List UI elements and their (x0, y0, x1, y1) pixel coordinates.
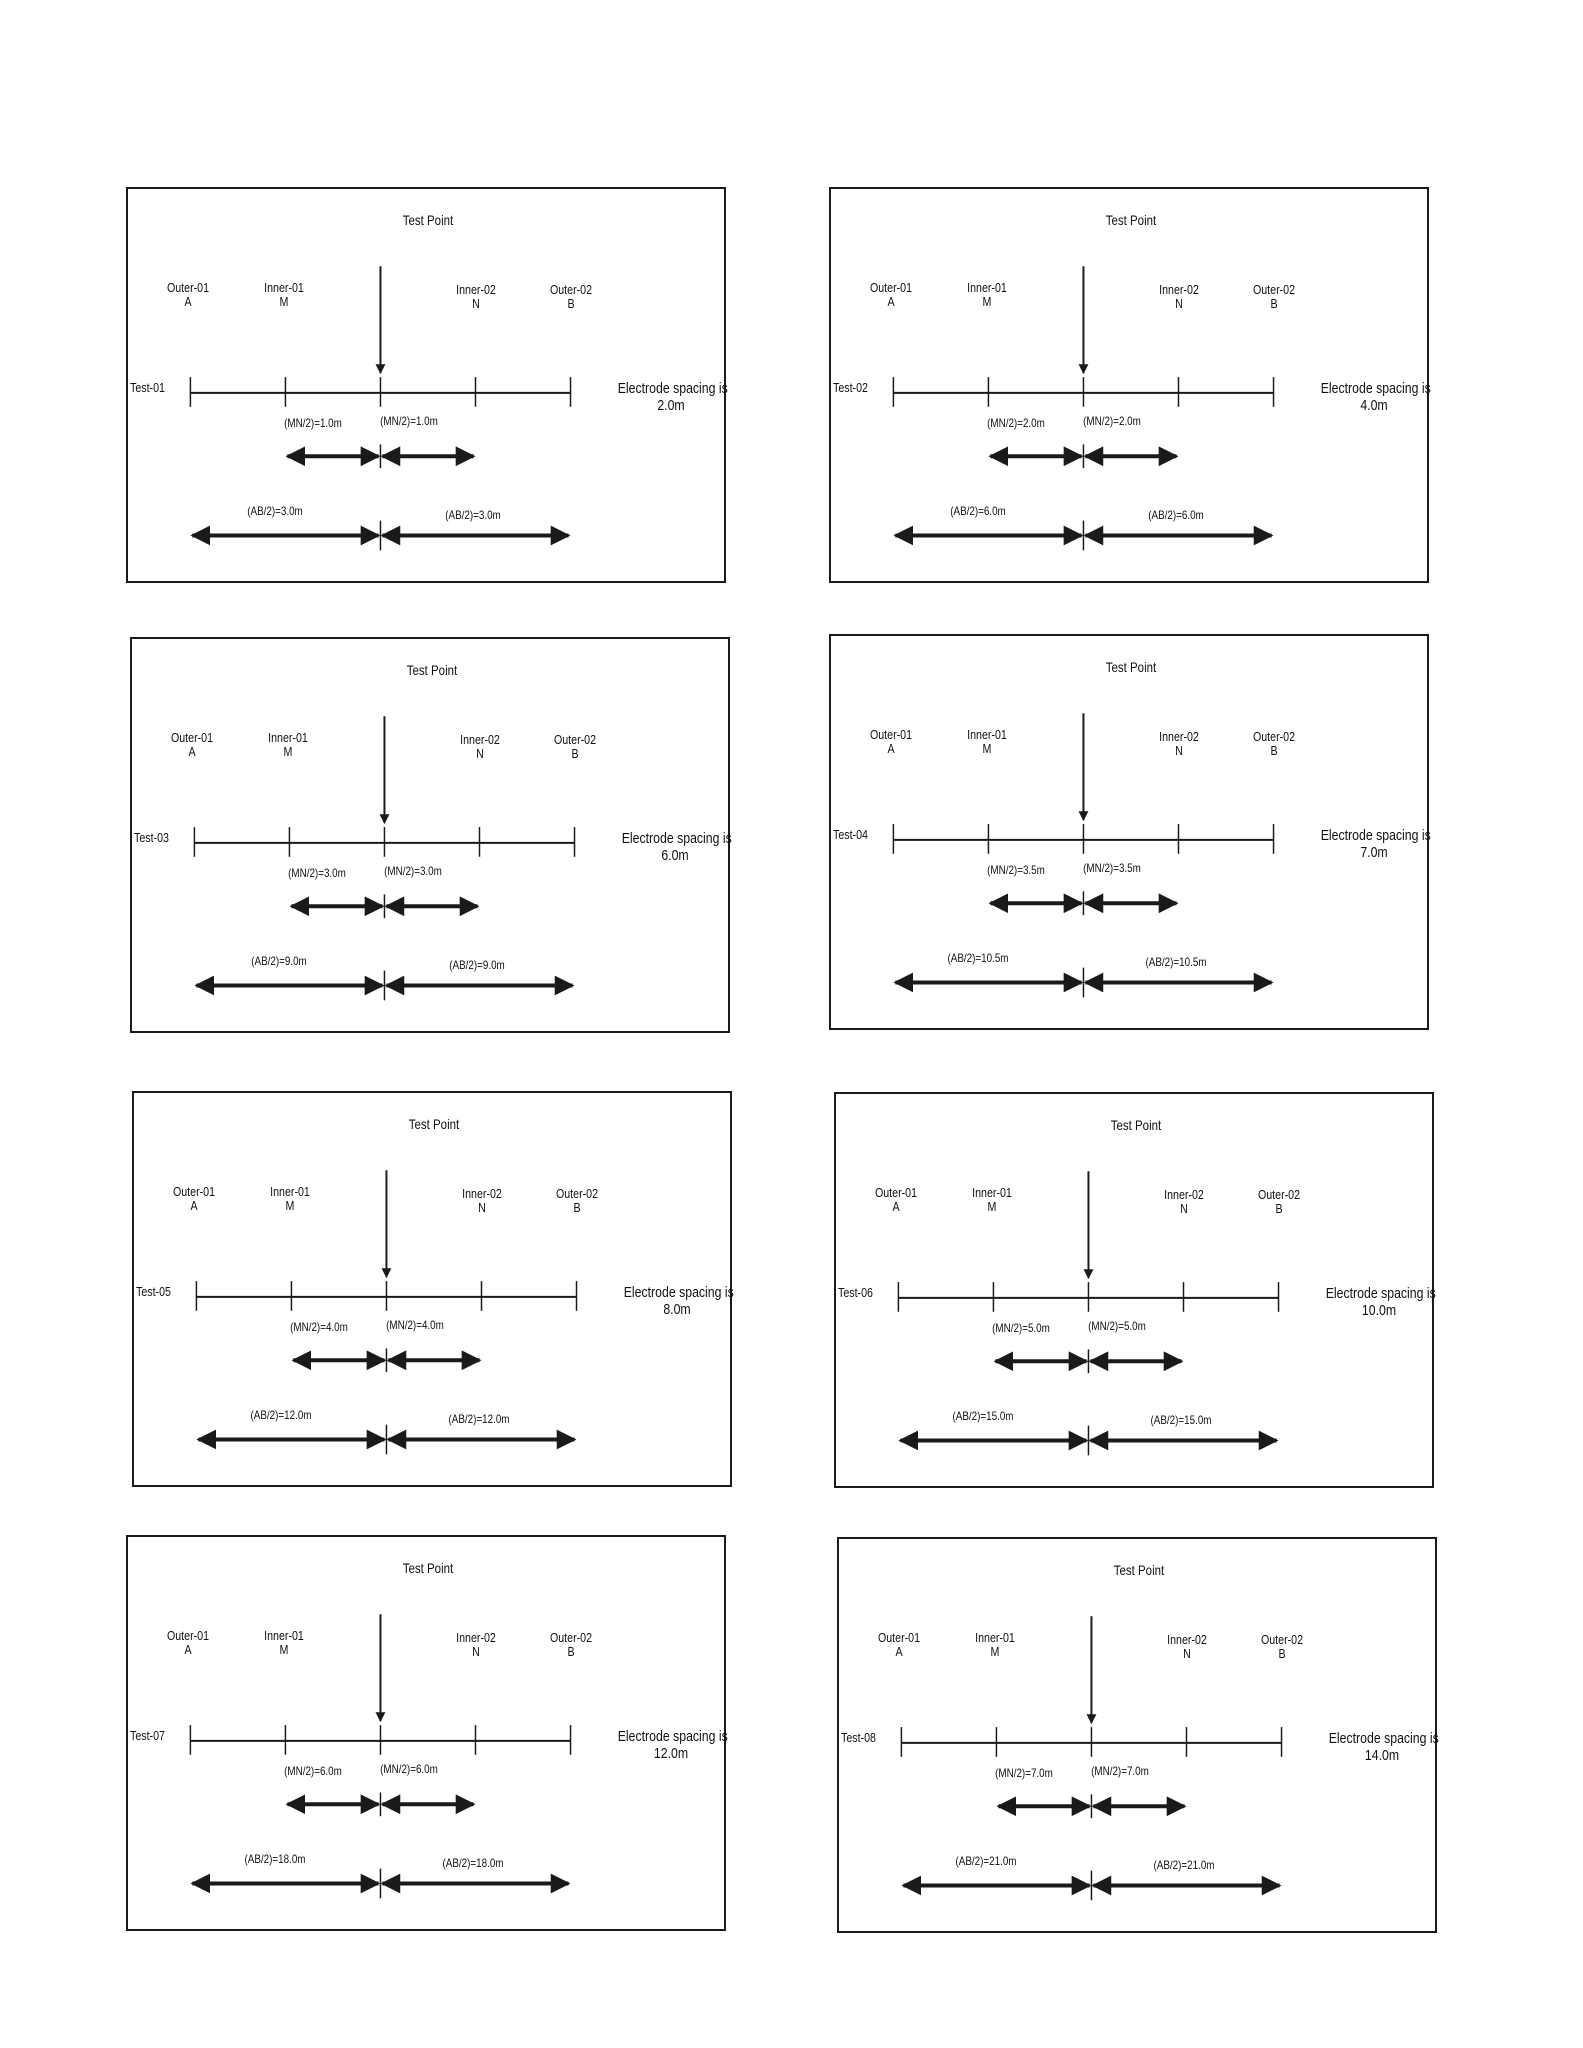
outer-01-label: Outer-01 (166, 280, 210, 295)
test-panel-5 (132, 1091, 732, 1487)
inner-01-label: Inner-01 (975, 1630, 1015, 1645)
ab-left-label: (AB/2)=12.0m (250, 1408, 312, 1422)
test-point-label: Test Point (1110, 1117, 1162, 1133)
test-point-label: Test Point (402, 1560, 454, 1576)
electrode-a-label (858, 281, 924, 310)
letter-a: A (892, 1199, 900, 1215)
test-panel-4 (829, 634, 1429, 1030)
letter-b: B (567, 1644, 575, 1660)
letter-a: A (887, 741, 895, 757)
test-name: Test-05 (136, 1284, 171, 1299)
electrode-b-label (538, 283, 604, 312)
outer-02-label: Outer-02 (549, 282, 593, 297)
electrode-b-label (544, 1187, 610, 1216)
inner-01-label: Inner-01 (270, 1184, 310, 1199)
ab-right-label: (AB/2)=18.0m (442, 1856, 504, 1870)
spacing-caption: Electrode spacing is (617, 1728, 728, 1745)
ab-right-label: (AB/2)=9.0m (449, 958, 505, 972)
letter-m: M (279, 294, 289, 310)
test-name: Test-08 (841, 1730, 876, 1745)
outer-01-label: Outer-01 (874, 1185, 918, 1200)
spacing-value: 12.0m (653, 1744, 689, 1762)
letter-b: B (1275, 1201, 1283, 1217)
letter-b: B (571, 746, 579, 762)
ab-left-label: (AB/2)=21.0m (955, 1854, 1017, 1868)
ab-right-label: (AB/2)=10.5m (1145, 955, 1207, 969)
outer-02-label: Outer-02 (549, 1630, 593, 1645)
letter-m: M (987, 1199, 997, 1215)
letter-n: N (472, 296, 480, 312)
ab-left-label: (AB/2)=6.0m (950, 504, 1006, 518)
electrode-b-label (1249, 1633, 1315, 1662)
electrode-n-label (1154, 1633, 1220, 1662)
spacing-caption: Electrode spacing is (623, 1284, 734, 1301)
spacing-value: 2.0m (657, 396, 685, 414)
outer-01-label: Outer-01 (172, 1184, 216, 1199)
ab-right-label: (AB/2)=6.0m (1148, 508, 1204, 522)
electrode-n-label (447, 733, 513, 762)
electrode-m-label (255, 731, 321, 760)
outer-02-label: Outer-02 (1257, 1187, 1301, 1202)
electrode-n-label (1146, 730, 1212, 759)
inner-01-label: Inner-01 (268, 730, 308, 745)
mn-right-label: (MN/2)=1.0m (380, 414, 438, 428)
ab-left-label: (AB/2)=15.0m (952, 1409, 1014, 1423)
ab-right-label: (AB/2)=15.0m (1150, 1413, 1212, 1427)
letter-a: A (184, 294, 192, 310)
letter-m: M (982, 741, 992, 757)
mn-right-label: (MN/2)=6.0m (380, 1762, 438, 1776)
letter-a: A (184, 1642, 192, 1658)
inner-01-label: Inner-01 (264, 280, 304, 295)
mn-left-label: (MN/2)=4.0m (290, 1320, 348, 1334)
outer-01-label: Outer-01 (166, 1628, 210, 1643)
mn-left-label: (MN/2)=7.0m (995, 1766, 1053, 1780)
ab-right-label: (AB/2)=3.0m (445, 508, 501, 522)
electrode-a-label (159, 731, 225, 760)
electrode-a-label (858, 728, 924, 757)
ab-left-label: (AB/2)=9.0m (251, 954, 307, 968)
outer-02-label: Outer-02 (553, 732, 597, 747)
electrode-m-label (962, 1631, 1028, 1660)
spacing-caption: Electrode spacing is (1328, 1730, 1439, 1747)
inner-02-label: Inner-02 (462, 1186, 502, 1201)
inner-02-label: Inner-02 (1159, 282, 1199, 297)
inner-02-label: Inner-02 (1167, 1632, 1207, 1647)
test-panel-8 (837, 1537, 1437, 1933)
inner-02-label: Inner-02 (1164, 1187, 1204, 1202)
test-name: Test-01 (130, 380, 165, 395)
inner-01-label: Inner-01 (264, 1628, 304, 1643)
electrode-spacing (617, 380, 728, 414)
electrode-b-label (538, 1631, 604, 1660)
spacing-caption: Electrode spacing is (1320, 380, 1431, 397)
electrode-spacing (1325, 1285, 1436, 1319)
letter-b: B (1278, 1646, 1286, 1662)
outer-01-label: Outer-01 (877, 1630, 921, 1645)
mn-right-label: (MN/2)=4.0m (386, 1318, 444, 1332)
letter-b: B (573, 1200, 581, 1216)
letter-m: M (283, 744, 293, 760)
test-name: Test-07 (130, 1728, 165, 1743)
outer-01-label: Outer-01 (170, 730, 214, 745)
electrode-m-label (257, 1185, 323, 1214)
mn-right-label: (MN/2)=3.5m (1083, 861, 1141, 875)
test-point-label: Test Point (1113, 1562, 1165, 1578)
electrode-spacing (623, 1284, 734, 1318)
outer-02-label: Outer-02 (1252, 282, 1296, 297)
test-point-label: Test Point (406, 662, 458, 678)
mn-left-label: (MN/2)=3.5m (987, 863, 1045, 877)
electrode-b-label (542, 733, 608, 762)
ab-right-label: (AB/2)=12.0m (448, 1412, 510, 1426)
electrode-m-label (251, 281, 317, 310)
electrode-a-label (161, 1185, 227, 1214)
electrode-spacing (1320, 827, 1431, 861)
spacing-value: 7.0m (1360, 843, 1388, 861)
mn-left-label: (MN/2)=5.0m (992, 1321, 1050, 1335)
outer-02-label: Outer-02 (1260, 1632, 1304, 1647)
inner-02-label: Inner-02 (1159, 729, 1199, 744)
mn-left-label: (MN/2)=3.0m (288, 866, 346, 880)
test-point-label: Test Point (1105, 212, 1157, 228)
spacing-caption: Electrode spacing is (621, 830, 732, 847)
inner-02-label: Inner-02 (456, 282, 496, 297)
outer-01-label: Outer-01 (869, 280, 913, 295)
letter-b: B (1270, 743, 1278, 759)
letter-m: M (285, 1198, 295, 1214)
letter-b: B (567, 296, 575, 312)
spacing-value: 4.0m (1360, 396, 1388, 414)
test-point-label: Test Point (408, 1116, 460, 1132)
mn-right-label: (MN/2)=3.0m (384, 864, 442, 878)
test-name: Test-03 (134, 830, 169, 845)
mn-right-label: (MN/2)=5.0m (1088, 1319, 1146, 1333)
spacing-value: 10.0m (1361, 1301, 1397, 1319)
electrode-b-label (1246, 1188, 1312, 1217)
electrode-m-label (251, 1629, 317, 1658)
electrode-m-label (954, 728, 1020, 757)
electrode-m-label (959, 1186, 1025, 1215)
letter-m: M (279, 1642, 289, 1658)
letter-m: M (982, 294, 992, 310)
electrode-b-label (1241, 283, 1307, 312)
letter-a: A (895, 1644, 903, 1660)
letter-n: N (472, 1644, 480, 1660)
test-panel-6 (834, 1092, 1434, 1488)
test-point-label: Test Point (1105, 659, 1157, 675)
mn-left-label: (MN/2)=6.0m (284, 1764, 342, 1778)
test-name: Test-02 (833, 380, 868, 395)
electrode-a-label (866, 1631, 932, 1660)
test-panel-2 (829, 187, 1429, 583)
electrode-n-label (443, 283, 509, 312)
letter-a: A (190, 1198, 198, 1214)
electrode-spacing (1328, 1730, 1439, 1764)
electrode-spacing (1320, 380, 1431, 414)
ab-left-label: (AB/2)=3.0m (247, 504, 303, 518)
letter-n: N (476, 746, 484, 762)
electrode-b-label (1241, 730, 1307, 759)
inner-02-label: Inner-02 (460, 732, 500, 747)
test-name: Test-04 (833, 827, 868, 842)
spacing-value: 8.0m (663, 1300, 691, 1318)
electrode-n-label (1151, 1188, 1217, 1217)
mn-right-label: (MN/2)=2.0m (1083, 414, 1141, 428)
outer-02-label: Outer-02 (1252, 729, 1296, 744)
letter-b: B (1270, 296, 1278, 312)
letter-a: A (887, 294, 895, 310)
ab-left-label: (AB/2)=10.5m (947, 951, 1009, 965)
electrode-m-label (954, 281, 1020, 310)
electrode-a-label (863, 1186, 929, 1215)
test-point-label: Test Point (402, 212, 454, 228)
mn-left-label: (MN/2)=1.0m (284, 416, 342, 430)
test-panel-3 (130, 637, 730, 1033)
letter-a: A (188, 744, 196, 760)
electrode-spacing (617, 1728, 728, 1762)
test-name: Test-06 (838, 1285, 873, 1300)
inner-01-label: Inner-01 (967, 727, 1007, 742)
electrode-a-label (155, 1629, 221, 1658)
letter-n: N (1175, 743, 1183, 759)
electrode-n-label (449, 1187, 515, 1216)
mn-left-label: (MN/2)=2.0m (987, 416, 1045, 430)
inner-02-label: Inner-02 (456, 1630, 496, 1645)
spacing-value: 14.0m (1364, 1746, 1400, 1764)
outer-01-label: Outer-01 (869, 727, 913, 742)
ab-right-label: (AB/2)=21.0m (1153, 1858, 1215, 1872)
outer-02-label: Outer-02 (555, 1186, 599, 1201)
letter-n: N (1180, 1201, 1188, 1217)
test-panel-7 (126, 1535, 726, 1931)
letter-n: N (478, 1200, 486, 1216)
spacing-caption: Electrode spacing is (1320, 827, 1431, 844)
inner-01-label: Inner-01 (967, 280, 1007, 295)
inner-01-label: Inner-01 (972, 1185, 1012, 1200)
ab-left-label: (AB/2)=18.0m (244, 1852, 306, 1866)
test-panel-1 (126, 187, 726, 583)
spacing-value: 6.0m (661, 846, 689, 864)
mn-right-label: (MN/2)=7.0m (1091, 1764, 1149, 1778)
letter-n: N (1183, 1646, 1191, 1662)
letter-m: M (990, 1644, 1000, 1660)
electrode-n-label (443, 1631, 509, 1660)
electrode-a-label (155, 281, 221, 310)
spacing-caption: Electrode spacing is (1325, 1285, 1436, 1302)
spacing-caption: Electrode spacing is (617, 380, 728, 397)
electrode-spacing (621, 830, 732, 864)
letter-n: N (1175, 296, 1183, 312)
electrode-n-label (1146, 283, 1212, 312)
